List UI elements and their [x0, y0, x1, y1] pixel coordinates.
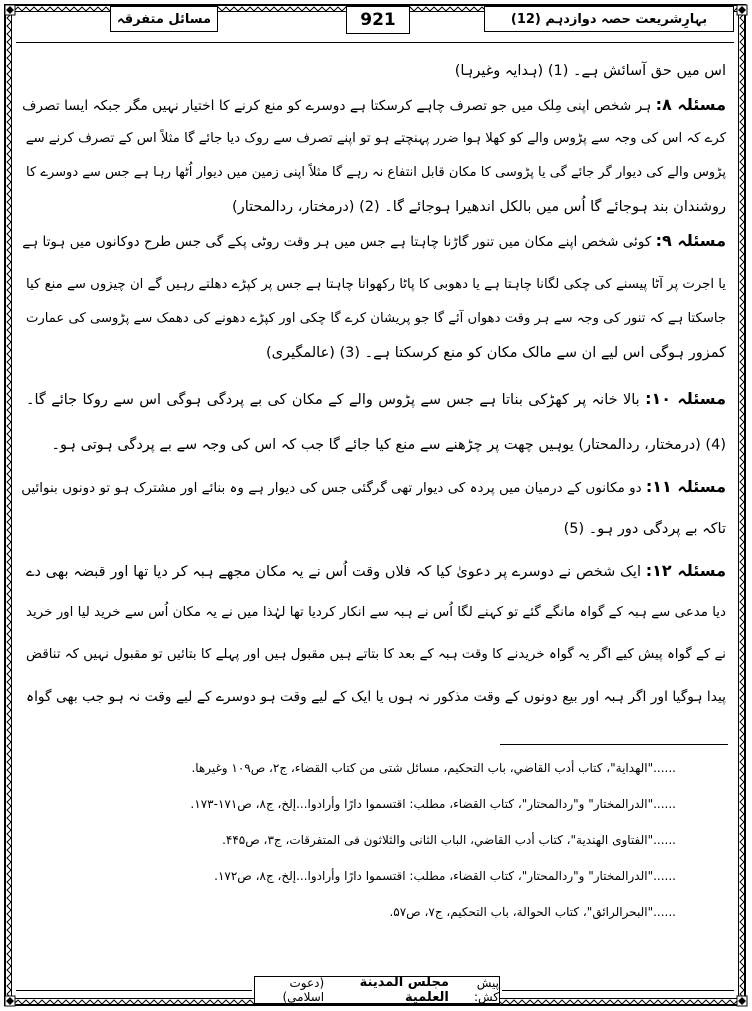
header-rule	[16, 42, 734, 43]
page-number: 921	[346, 6, 410, 34]
line-text: ایک شخص نے دوسرے پر دعویٰ کیا کہ فلاں وقت اُس نے یہ مکان مجھے ہبہ کر دیا تھا اور قبضہ بھی دے	[26, 564, 646, 580]
text-line	[26, 156, 726, 190]
text-line	[564, 512, 726, 546]
corner-ornament-icon	[3, 994, 17, 1008]
publisher-name: مجلس المدينة العلمية	[359, 975, 449, 1005]
line-text: یا اجرت پر آٹا پیسنے کی چکی لگانا چاہتا ہے یا دھوبی کا پاٹا رکھوانا چاہتا ہے جس پر کپڑے دھلتے رہیں گے ان چیزوں سے منع کیا	[26, 277, 726, 292]
corner-ornament-icon	[735, 3, 749, 17]
line-text: جاسکتا ہے کہ تنور کی وجہ سے ہر وقت دھواں آئے گا جو پریشان کرے گا چکی اور کپڑے دھونے کی دھمک سے پڑوسی کی عمارت	[26, 311, 726, 326]
footer-rule-right	[502, 990, 734, 991]
line-text: بالا خانہ پر کھڑکی بناتا ہے جس سے پڑوس والے کے مکان کی بے پردگی ہوگی اس سے روکا جائے گا۔	[26, 392, 646, 408]
text-line	[26, 268, 726, 302]
text-line	[26, 122, 726, 156]
line-text: اس میں حق آسائش ہے۔ (1) (ہدایہ وغیرہا)	[454, 63, 726, 79]
line-text: روشندان بند ہوجائے گا اُس میں بالکل اندھیرا ہوجائے گا۔ (2) (درمختار، ردالمحتار)	[232, 199, 726, 215]
text-line	[26, 382, 726, 416]
footnote: ......"الفتاوى الهندية"، كتاب أدب القاضي، الباب الثانى والثلاثون فى المتفرقات، ج۳، ص۴۴۵.	[222, 833, 676, 847]
footnote: ......"الدرالمختار" و"ردالمحتار"، كتاب القضاء، مطلب: اقتسموا دارًا وأرادوا...إلخ، ج۸، ص۱۷۱-۱۷۳.	[190, 797, 676, 811]
organization-name: (دعوت اسلامی)	[282, 976, 325, 1004]
line-text: نے کے گواہ پیش کیے اگر یہ گواہ خریدنے کا وقت ہبہ کے بعد کا بتاتے ہیں مقبول ہیں اور پہلے کا بتائیں تو مقبول نہیں کہ تناقض	[26, 647, 726, 662]
text-line	[26, 680, 726, 714]
masala-label: مسئلہ ۸:	[655, 95, 726, 114]
text-line	[22, 224, 726, 258]
text-line	[26, 638, 726, 672]
masala-label: مسئلہ ۱۲:	[645, 561, 726, 580]
line-text: پیدا ہوگیا اور اگر ہبہ اور بیع دونوں کے وقت مذکور نہ ہوں یا ایک کے لیے وقت ہو دوسرے کے لیے وقت نہ ہو جب بھی گواہ	[26, 689, 726, 705]
text-line	[22, 88, 726, 122]
line-text: (4) (درمختار، ردالمحتار) یوہیں چھت پر چڑھنے سے منع کیا جائے گا جب کہ اس کی وجہ سے بے پردگی ہوتی ہو۔	[51, 437, 726, 453]
footnote-separator	[500, 744, 728, 745]
border-ornament-right	[739, 6, 745, 1003]
footnote: ......"البحرالرائق"، كتاب الحوالة، باب التحكيم، ج۷، ص۵۷.	[389, 905, 676, 919]
line-text: کرے کہ اس کی وجہ سے پڑوس والے کو کھلا ہوا ضرر پہنچتے ہو تو اپنے تصرف سے روک دیا جائے گا مثلاً اس کے تصرف کرنے سے	[25, 131, 726, 146]
line-text: تاکہ بے پردگی دور ہو۔ (5)	[563, 521, 726, 537]
corner-ornament-icon	[735, 994, 749, 1008]
text-line	[455, 54, 726, 88]
footnote: ......"الدرالمختار" و"ردالمحتار"، كتاب القضاء، مطلب: اقتسموا دارًا وأرادوا...إلخ، ج۸، ص۱۷۲.	[214, 869, 676, 883]
line-text: کوئی شخص اپنے مکان میں تنور گاڑنا چاہتا ہے جس میں ہر وقت روٹی پکے گی جس طرح دوکانوں میں ہوتا ہے	[22, 234, 656, 250]
publisher-footer	[254, 976, 500, 1004]
section-topic: مسائل متفرقہ	[110, 6, 218, 32]
text-line	[21, 470, 726, 504]
text-line	[26, 596, 726, 630]
presented-by-label: پیش کش:	[473, 976, 499, 1004]
masala-label: مسئلہ ۱۰:	[645, 389, 726, 408]
book-title: بہارِشریعت حصہ دوازدہم (12)	[484, 6, 734, 32]
text-line	[26, 554, 726, 588]
corner-ornament-icon	[3, 3, 17, 17]
masala-label: مسئلہ ۹:	[655, 231, 726, 250]
text-line	[232, 190, 726, 224]
masala-label: مسئلہ ۱۱:	[645, 477, 726, 496]
text-line	[266, 336, 726, 370]
line-text: کمزور ہوگی اس لیے ان سے مالک مکان کو منع کرسکتا ہے۔ (3) (عالمگیری)	[265, 345, 726, 361]
line-text: دیا مدعی سے ہبہ کے گواہ مانگے گئے تو کہنے لگا اُس نے ہبہ سے انکار کردیا تھا لہٰذا میں نے یہ مکان اُس سے خرید لیا اور خرید	[26, 605, 726, 620]
border-ornament-left	[6, 6, 12, 1003]
text-line	[26, 302, 726, 336]
footer-rule-left	[16, 990, 252, 991]
line-text: پڑوس والے کی دیوار گر جائے گی یا پڑوسی کا مکان قابل انتفاع نہ رہے گا مثلاً اپنی زمین میں دیوار اُٹھا رہا ہے جس سے دوسرے کا	[26, 165, 726, 180]
footnote: ......"الهداية"، كتاب أدب القاضي، باب التحكيم، مسائل شتى من كتاب القضاء، ج۲، ص۱۰۹ وغيرها.	[191, 761, 676, 775]
line-text: دو مکانوں کے درمیان میں پردہ کی دیوار تھی گرگئی جس کی دیوار ہے وہ بنائے اور مشترک ہو تو دونوں بنوائیں	[21, 480, 646, 496]
text-line	[52, 428, 726, 462]
line-text: ہر شخص اپنی مِلک میں جو تصرف چاہے کرسکتا ہے دوسرے کو منع کرنے کا اختیار نہیں مگر جبکہ ایسا تصرف	[22, 98, 656, 114]
